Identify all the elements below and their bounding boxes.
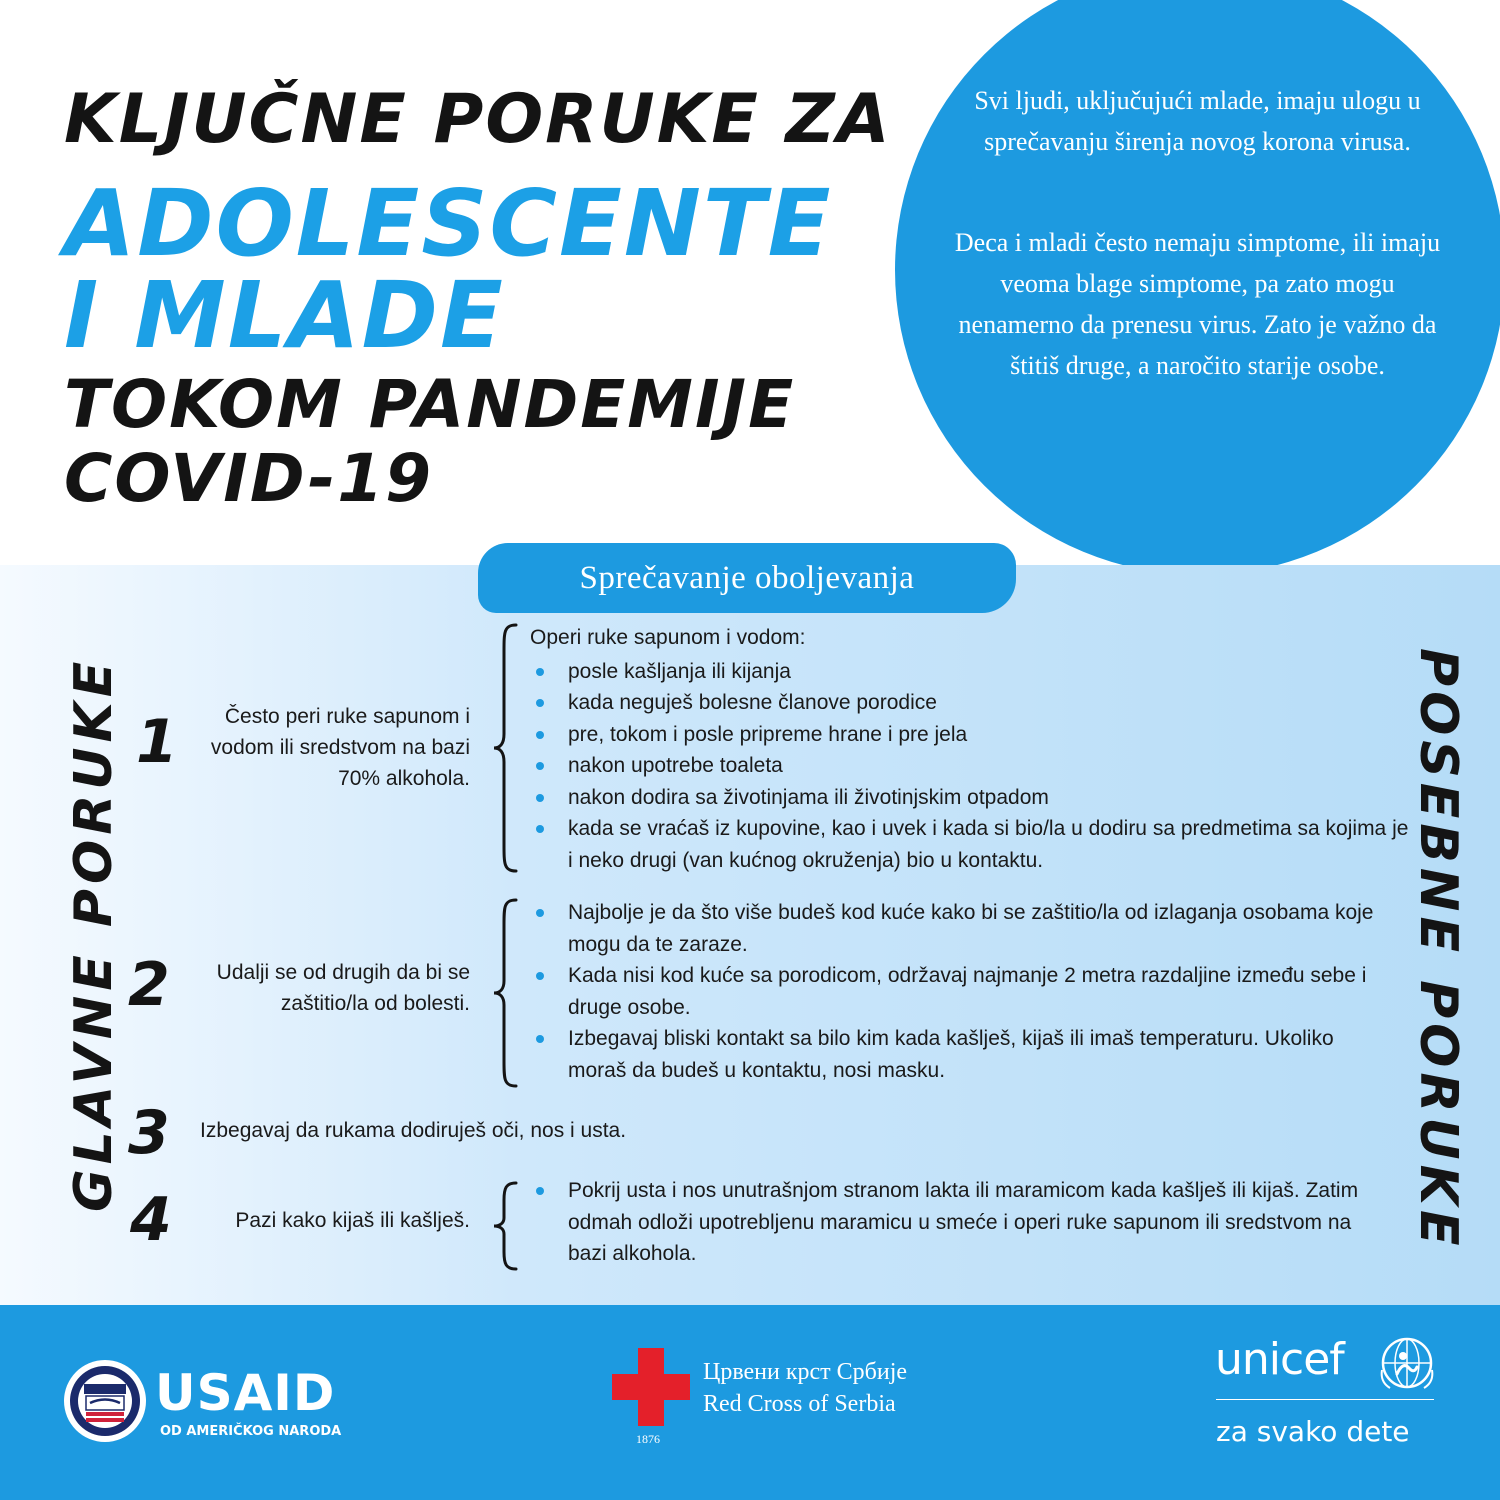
detail-intro: Operi ruke sapunom i vodom: bbox=[530, 626, 806, 649]
curly-brace-icon bbox=[492, 622, 522, 874]
list-item-text: kada neguješ bolesne članove porodice bbox=[568, 691, 937, 714]
red-cross-year: 1876 bbox=[636, 1432, 660, 1446]
dot-icon bbox=[536, 794, 544, 802]
unicef-divider bbox=[1216, 1399, 1434, 1400]
dot-icon bbox=[536, 909, 544, 917]
message-number-1: 1 bbox=[136, 707, 178, 777]
curly-brace-icon bbox=[492, 897, 522, 1089]
detail-list-2 bbox=[530, 897, 1390, 1086]
list-item-text: Izbegavaj bliski kontakt sa bilo kim kada kašlješ, kijaš ili imaš temperaturu. Ukoliko moraš da budeš u kontaktu, nosi masku. bbox=[568, 1027, 1334, 1082]
list-item-text: Pokrij usta i nos unutrašnjom stranom lakta ili maramicom kada kašlješ ili kijaš. Zatim odmah odloži upotrebljenu maramicu u smeće i operi ruke sapunom ili sredstvom na bazi alkohola. bbox=[568, 1179, 1359, 1265]
intro-paragraph-1: Svi ljudi, uključujući mlade, imaju ulogu u sprečavanju širenja novog korona virusa. bbox=[974, 86, 1421, 156]
section-title: Sprečavanje oboljevanja bbox=[478, 543, 1016, 613]
red-cross-icon bbox=[612, 1348, 690, 1426]
title-line-adolescents: ADOLESCENTE bbox=[64, 170, 833, 277]
list-item bbox=[530, 960, 1390, 1023]
dot-icon bbox=[536, 762, 544, 770]
list-item-text: pre, tokom i posle pripreme hrane i pre jela bbox=[568, 722, 968, 746]
unicef-logo-text: unicef bbox=[1215, 1334, 1344, 1385]
dot-icon bbox=[536, 825, 544, 833]
unicef-emblem-icon bbox=[1378, 1334, 1436, 1392]
message-number-2: 2 bbox=[128, 950, 170, 1020]
message-number-4: 4 bbox=[130, 1185, 172, 1255]
list-item bbox=[530, 656, 1410, 688]
title-line-during-pandemic: TOKOM PANDEMIJE bbox=[64, 366, 796, 443]
list-item bbox=[530, 813, 1410, 876]
detail-list-4 bbox=[530, 1175, 1360, 1270]
title-line-youth: I MLADE bbox=[64, 262, 505, 369]
curly-brace-icon bbox=[492, 1180, 522, 1272]
message-number-3: 3 bbox=[128, 1098, 170, 1168]
dot-icon bbox=[536, 668, 544, 676]
usaid-logo-text: USAID bbox=[155, 1364, 336, 1422]
title-line-covid: COVID-19 bbox=[64, 440, 434, 517]
list-item-text: nakon upotrebe toaleta bbox=[568, 754, 783, 777]
dot-icon bbox=[536, 731, 544, 739]
dot-icon bbox=[536, 972, 544, 980]
main-message-3: Izbegavaj da rukama dodiruješ oči, nos i usta. bbox=[200, 1119, 627, 1142]
title-line-key-messages: KLJUČNE PORUKE ZA bbox=[64, 80, 892, 159]
list-item-text: nakon dodira sa životinjama ili životinjskim otpadom bbox=[568, 785, 1049, 809]
list-item-text: kada se vraćaš iz kupovine, kao i uvek i kada si bio/la u dodiru sa predmetima sa kojima je i neko drugi (van kućnog okruženja) bio u kontaktu. bbox=[568, 817, 1409, 872]
dot-icon bbox=[536, 699, 544, 707]
list-item bbox=[530, 1175, 1360, 1270]
main-message-1: Često peri ruke sapunom i vodom ili sredstvom na bazi 70% alkohola. bbox=[210, 705, 470, 790]
list-item-text: Kada nisi kod kuće sa porodicom, održavaj najmanje 2 metra razdaljine između sebe i druge osobe. bbox=[568, 964, 1367, 1019]
list-item bbox=[530, 750, 1410, 782]
list-item bbox=[530, 897, 1390, 960]
detail-list-1 bbox=[530, 622, 1410, 876]
list-item bbox=[530, 1023, 1390, 1086]
dot-icon bbox=[536, 1035, 544, 1043]
dot-icon bbox=[536, 1187, 544, 1195]
intro-paragraph-2: Deca i mladi često nemaju simptome, ili imaju veoma blage simptome, pa zato mogu nenamerno da prenesu virus. Zato je važno da štitiš druge, a naročito starije osobe. bbox=[954, 228, 1441, 380]
main-message-2: Udalji se od drugih da bi se zaštitio/la od bolesti. bbox=[216, 961, 470, 1015]
unicef-tagline: za svako dete bbox=[1216, 1415, 1410, 1448]
list-item bbox=[530, 719, 1410, 751]
side-label-special-messages: POSEBNE PORUKE bbox=[1408, 648, 1468, 1251]
list-item bbox=[530, 687, 1410, 719]
list-item-text: Najbolje je da što više budeš kod kuće kako bi se zaštitio/la od izlaganja osobama koje mogu da te zaraze. bbox=[568, 901, 1374, 956]
main-message-4: Pazi kako kijaš ili kašlješ. bbox=[235, 1209, 470, 1232]
usaid-tagline: OD AMERIČKOG NARODA bbox=[160, 1424, 342, 1439]
side-label-main-messages: GLAVNE PORUKE bbox=[64, 656, 124, 1212]
list-item-text: posle kašljanja ili kijanja bbox=[568, 659, 791, 683]
usaid-seal-icon bbox=[62, 1358, 148, 1444]
red-cross-name-cyrillic: Црвени крст Србије bbox=[703, 1359, 908, 1385]
red-cross-name-english: Red Cross of Serbia bbox=[703, 1391, 896, 1417]
list-item bbox=[530, 782, 1410, 814]
